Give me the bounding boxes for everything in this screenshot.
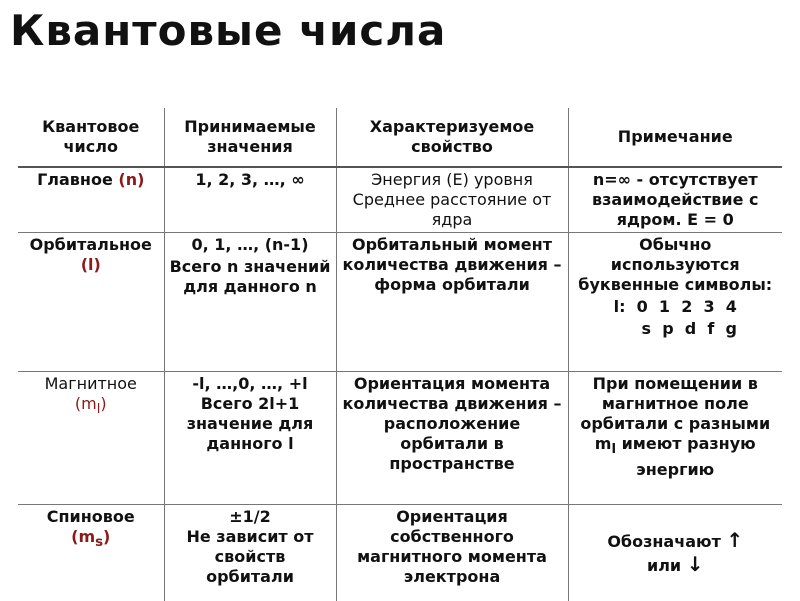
row-values: -l, …,0, …, +l Всего 2l+1 значение для данного l xyxy=(164,372,336,505)
table-row xyxy=(18,372,782,505)
row-note: Обычно используются буквенные символы: l: 0 1 2 3 4 s p d f g xyxy=(568,233,782,372)
row-property: Орбитальный момент количества движения – форма орбитали xyxy=(336,233,568,372)
symbol: $(m_s)$ xyxy=(71,527,110,546)
row-note: При помещении в магнитное поле орбитали с разными $m_l$ имеют разную энергию xyxy=(568,372,782,505)
header-note: Примечание xyxy=(568,108,782,167)
symbol: $(m_l)$ xyxy=(75,394,107,413)
table-row xyxy=(18,505,782,601)
table-row xyxy=(18,167,782,233)
table-row xyxy=(18,233,782,372)
quantum-numbers-table xyxy=(18,108,782,601)
header-quantum-number: Квантовое число xyxy=(18,108,164,167)
row-property: Энергия (Е) уровня Среднее расстояние от ядра xyxy=(336,167,568,233)
symbol: (l) xyxy=(81,255,101,274)
row-note: n=∞ - отсутствует взаимодействие с ядром. Е = 0 xyxy=(568,167,782,233)
header-values: Принимаемые значения xyxy=(164,108,336,167)
row-values: ±1/2 Не зависит от свойств орбитали xyxy=(164,505,336,601)
row-name: Спиновое $(m_s)$ xyxy=(18,505,164,601)
header-property: Характеризуемое свойство xyxy=(336,108,568,167)
row-name: Орбитальное (l) xyxy=(18,233,164,372)
symbol: (n) xyxy=(118,170,144,189)
row-property: Ориентация момента количества движения – расположение орбитали в пространстве xyxy=(336,372,568,505)
arrow-up-icon: ↑ xyxy=(726,528,743,552)
table-header-row xyxy=(18,108,782,167)
arrow-down-icon: ↓ xyxy=(687,552,704,576)
row-name: Главное (n) xyxy=(18,167,164,233)
page-title: Квантовые числа xyxy=(10,6,446,55)
row-name: Магнитное $(m_l)$ xyxy=(18,372,164,505)
row-values: 1, 2, 3, …, ∞ xyxy=(164,167,336,233)
row-property: Ориентация собственного магнитного момента электрона xyxy=(336,505,568,601)
row-values: 0, 1, …, (n-1) Всего n значений для данного n xyxy=(164,233,336,372)
row-note: Обозначают ↑ или ↓ xyxy=(568,505,782,601)
